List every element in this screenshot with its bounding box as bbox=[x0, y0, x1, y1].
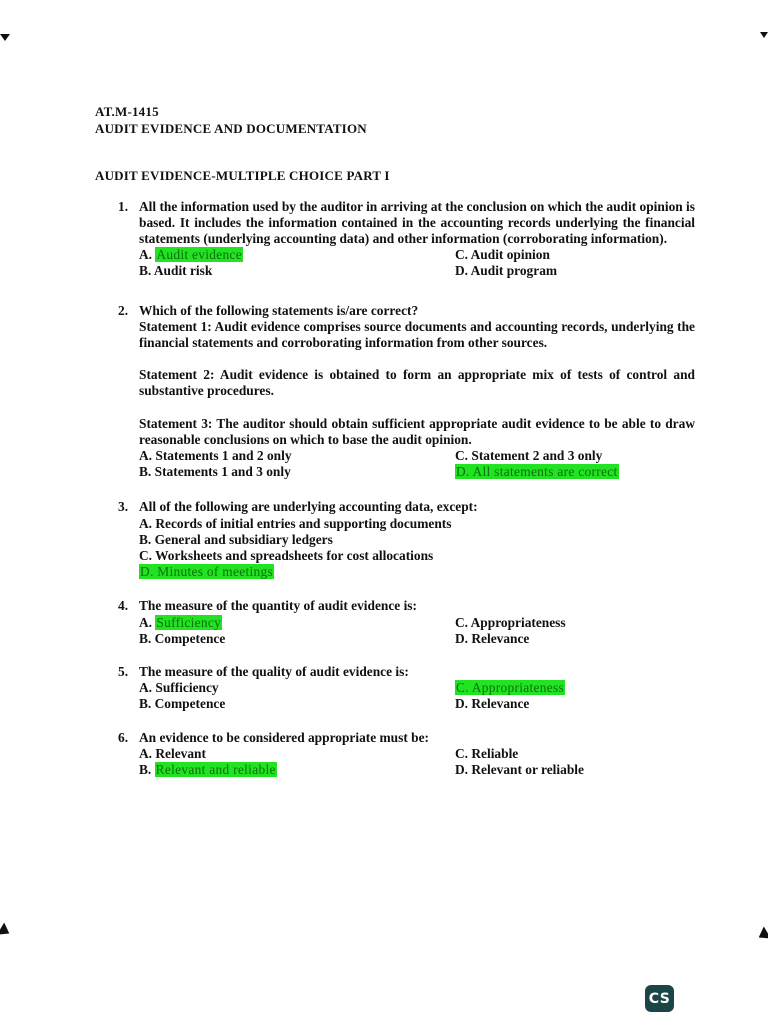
question-1 bbox=[118, 199, 695, 280]
question-text: The measure of the quality of audit evidence is: bbox=[139, 664, 409, 680]
option-b[interactable]: B. Audit risk bbox=[139, 263, 213, 279]
option-b[interactable]: B. Competence bbox=[139, 630, 226, 646]
option-d[interactable]: D. Relevance bbox=[455, 696, 530, 712]
option-d[interactable]: D. Relevant or reliable bbox=[455, 762, 584, 778]
question-number: 3. bbox=[118, 499, 129, 515]
option-b[interactable]: B. General and subsidiary ledgers bbox=[139, 531, 333, 547]
answer-options bbox=[139, 448, 695, 480]
option-d[interactable] bbox=[455, 464, 685, 480]
crop-corner-marker-icon bbox=[0, 34, 10, 41]
question-number: 4. bbox=[118, 598, 129, 614]
option-a[interactable]: A. Relevant bbox=[139, 745, 206, 761]
statement-3: Statement 3: The auditor should obtain sufficient appropriate audit evidence to be able to draw reasonable conclusions on which to base the audit opinion. bbox=[139, 415, 695, 447]
answer-options bbox=[139, 247, 695, 279]
option-d[interactable]: D. Relevance bbox=[455, 630, 530, 646]
option-a[interactable]: A. Records of initial entries and supporting documents bbox=[139, 515, 452, 531]
option-d[interactable]: D. Audit program bbox=[455, 263, 558, 279]
correct-answer-highlight: C. Appropriateness bbox=[456, 680, 565, 696]
answer-options bbox=[139, 615, 695, 647]
option-c[interactable]: C. Audit opinion bbox=[455, 247, 550, 263]
question-number: 6. bbox=[118, 729, 129, 745]
question-text: Which of the following statements is/are correct? bbox=[139, 302, 419, 318]
question-2 bbox=[118, 303, 695, 481]
question-number: 1. bbox=[118, 198, 129, 214]
question-number: 2. bbox=[118, 302, 129, 318]
question-text: All the information used by the auditor in arriving at the conclusion on which the audit opinion is based. It includes the information contained in the accounting records underlying the financial statements (underlying accounting data) and other information (corroborating information). bbox=[139, 198, 695, 247]
option-b[interactable]: B. Statements 1 and 3 only bbox=[139, 464, 291, 480]
question-number: 5. bbox=[118, 664, 129, 680]
correct-answer-highlight: Audit evidence bbox=[156, 247, 243, 263]
question-text: An evidence to be considered appropriate must be: bbox=[139, 729, 429, 745]
option-b[interactable]: B. Relevant and reliable bbox=[139, 762, 276, 778]
option-c[interactable]: C. Statement 2 and 3 only bbox=[455, 448, 603, 464]
document-title: AUDIT EVIDENCE AND DOCUMENTATION bbox=[95, 121, 367, 137]
statement-1: Statement 1: Audit evidence comprises source documents and accounting records, underlying the financial statements and corroborating information from other sources. bbox=[139, 318, 695, 351]
camscanner-logo-icon: CS bbox=[645, 985, 674, 1012]
question-4 bbox=[118, 598, 695, 647]
document-code: AT.M-1415 bbox=[95, 104, 159, 119]
answer-options bbox=[139, 680, 695, 712]
option-c[interactable] bbox=[455, 680, 685, 696]
question-text: The measure of the quantity of audit evidence is: bbox=[139, 598, 417, 614]
document-body bbox=[95, 104, 695, 778]
option-a[interactable]: A. Audit evidence bbox=[139, 247, 243, 263]
option-c[interactable]: C. Reliable bbox=[455, 745, 519, 761]
statement-2: Statement 2: Audit evidence is obtained to form an appropriate mix of tests of control and substantive procedures. bbox=[139, 367, 695, 399]
correct-answer-highlight: Relevant and reliable bbox=[155, 762, 276, 778]
question-text: All of the following are underlying accounting data, except: bbox=[139, 499, 478, 515]
option-b[interactable]: B. Competence bbox=[139, 696, 226, 712]
crop-corner-marker-icon bbox=[0, 922, 13, 939]
correct-answer-highlight: D. All statements are correct bbox=[456, 464, 618, 480]
correct-answer-highlight: D. Minutes of meetings bbox=[140, 564, 274, 580]
correct-answer-highlight: Sufficiency bbox=[156, 614, 222, 630]
question-3 bbox=[118, 499, 695, 580]
crop-corner-marker-icon bbox=[760, 32, 768, 38]
option-c[interactable]: C. Worksheets and spreadsheets for cost allocations bbox=[139, 548, 434, 564]
crop-corner-marker-icon bbox=[755, 926, 768, 943]
section-title: AUDIT EVIDENCE-MULTIPLE CHOICE PART I bbox=[95, 168, 390, 184]
question-5 bbox=[118, 664, 695, 713]
option-a[interactable]: A. Sufficiency bbox=[139, 614, 222, 630]
answer-options bbox=[139, 746, 695, 778]
option-a[interactable]: A. Statements 1 and 2 only bbox=[139, 448, 292, 464]
question-6 bbox=[118, 730, 695, 779]
option-a[interactable]: A. Sufficiency bbox=[139, 680, 219, 696]
option-c[interactable]: C. Appropriateness bbox=[455, 614, 566, 630]
option-d[interactable] bbox=[139, 564, 695, 580]
